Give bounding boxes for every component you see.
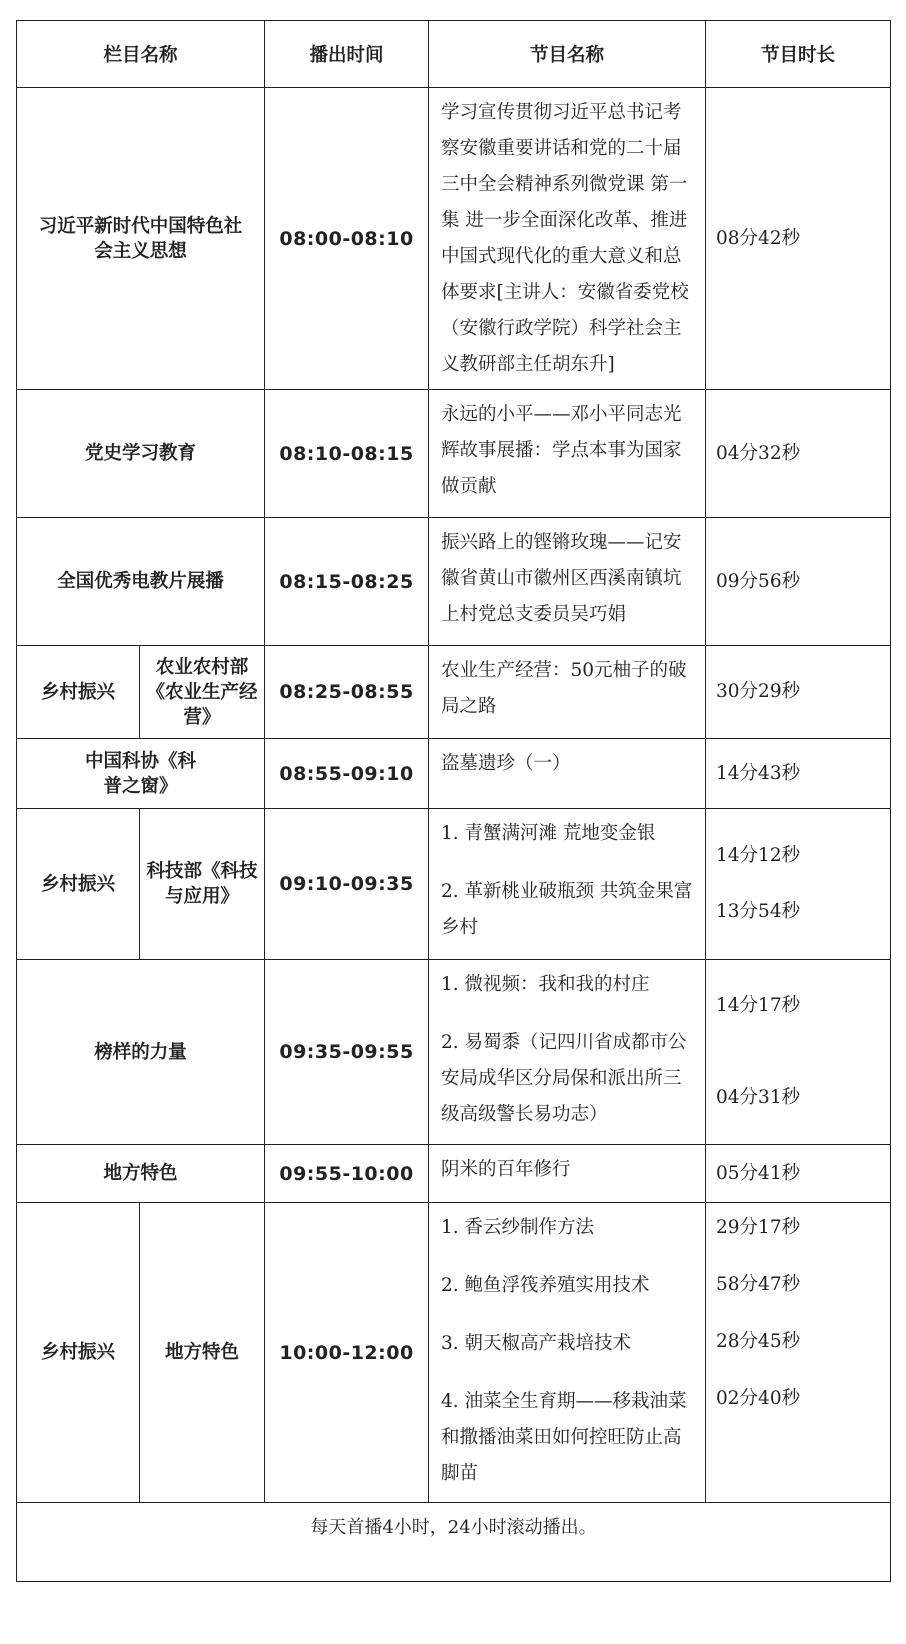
table-row — [17, 390, 891, 518]
duration-value: 13分54秒 — [716, 901, 801, 922]
program-name — [429, 390, 706, 518]
program-name — [429, 809, 706, 960]
table-row — [17, 809, 891, 960]
duration — [706, 960, 891, 1145]
program-item: 盗墓遗珍（一） — [441, 753, 571, 774]
column-name: 中国科协《科普之窗》 — [17, 739, 265, 809]
broadcast-time: 08:15-08:25 — [265, 518, 429, 646]
column-name: 榜样的力量 — [17, 960, 265, 1145]
duration-value: 14分43秒 — [716, 762, 801, 784]
program-item: 3. 朝天椒高产栽培技术 — [441, 1333, 632, 1354]
program-item: 农业生产经营：50元柚子的破局之路 — [441, 660, 687, 717]
sub-column-name: 农业农村部《农业生产经营》 — [140, 646, 265, 739]
column-name: 习近平新时代中国特色社会主义思想 — [17, 88, 265, 390]
duration-value: 08分42秒 — [716, 227, 801, 249]
footer-row — [17, 1503, 891, 1582]
program-name — [429, 1203, 706, 1503]
program-name — [429, 646, 706, 739]
table-row — [17, 1203, 891, 1503]
program-name — [429, 518, 706, 646]
program-item: 1. 青蟹满河滩 荒地变金银 — [441, 823, 656, 844]
header-program-name: 节目名称 — [429, 21, 706, 88]
schedule-document — [16, 20, 890, 1582]
table-row — [17, 960, 891, 1145]
table-row — [17, 518, 891, 646]
duration-value: 14分17秒 — [716, 995, 801, 1016]
header-duration: 节目时长 — [706, 21, 891, 88]
table-row — [17, 739, 891, 809]
broadcast-time: 09:35-09:55 — [265, 960, 429, 1145]
program-name — [429, 88, 706, 390]
header-column-name: 栏目名称 — [17, 21, 265, 88]
duration-value: 02分40秒 — [716, 1388, 801, 1409]
broadcast-time: 09:55-10:00 — [265, 1145, 429, 1203]
program-item: 永远的小平——邓小平同志光辉故事展播：学点本事为国家做贡献 — [441, 404, 682, 497]
program-item: 1. 微视频：我和我的村庄 — [441, 974, 650, 995]
column-name: 乡村振兴 — [17, 646, 140, 739]
schedule-table — [16, 20, 891, 1582]
duration — [706, 809, 891, 960]
program-item: 振兴路上的铿锵玫瑰——记安徽省黄山市徽州区西溪南镇坑上村党总支委员吴巧娟 — [441, 532, 682, 625]
header-row — [17, 21, 891, 88]
duration — [706, 88, 891, 390]
footer-note: 每天首播4小时，24小时滚动播出。 — [17, 1503, 891, 1582]
broadcast-time: 08:10-08:15 — [265, 390, 429, 518]
duration — [706, 1203, 891, 1503]
duration-value: 04分32秒 — [716, 442, 801, 464]
broadcast-time: 09:10-09:35 — [265, 809, 429, 960]
duration-value: 04分31秒 — [716, 1087, 801, 1108]
program-name — [429, 960, 706, 1145]
duration-value: 30分29秒 — [716, 681, 801, 702]
table-row — [17, 646, 891, 739]
duration-value: 09分56秒 — [716, 570, 801, 592]
broadcast-time: 08:25-08:55 — [265, 646, 429, 739]
sub-column-name: 地方特色 — [140, 1203, 265, 1503]
program-item: 2. 易蜀黍（记四川省成都市公安局成华区分局保和派出所三级高级警长易功志） — [441, 1032, 687, 1125]
program-item: 学习宣传贯彻习近平总书记考察安徽重要讲话和党的二十届三中全会精神系列微党课 第一集 进一步全面深化改革、推进中国式现代化的重大意义和总体要求[主讲人：安徽省委党校（安徽行政学院）科学社会主义教研部主任胡东升] — [441, 102, 689, 375]
sub-column-name: 科技部《科技与应用》 — [140, 809, 265, 960]
program-item: 阴米的百年修行 — [441, 1159, 571, 1180]
column-name: 党史学习教育 — [17, 390, 265, 518]
duration — [706, 739, 891, 809]
table-row — [17, 1145, 891, 1203]
program-item: 2. 鲍鱼浮筏养殖实用技术 — [441, 1275, 650, 1296]
duration — [706, 1145, 891, 1203]
duration — [706, 518, 891, 646]
broadcast-time: 10:00-12:00 — [265, 1203, 429, 1503]
column-name: 乡村振兴 — [17, 809, 140, 960]
table-row — [17, 88, 891, 390]
column-name: 地方特色 — [17, 1145, 265, 1203]
duration — [706, 646, 891, 739]
duration-value: 14分12秒 — [716, 845, 801, 866]
program-item: 2. 革新桃业破瓶颈 共筑金果富乡村 — [441, 881, 693, 938]
column-name: 全国优秀电教片展播 — [17, 518, 265, 646]
program-name — [429, 1145, 706, 1203]
duration-value: 28分45秒 — [716, 1331, 801, 1352]
duration-value: 58分47秒 — [716, 1274, 801, 1295]
header-broadcast-time: 播出时间 — [265, 21, 429, 88]
program-name — [429, 739, 706, 809]
duration-value: 29分17秒 — [716, 1217, 801, 1238]
duration — [706, 390, 891, 518]
column-name: 乡村振兴 — [17, 1203, 140, 1503]
program-item: 1. 香云纱制作方法 — [441, 1217, 595, 1238]
broadcast-time: 08:00-08:10 — [265, 88, 429, 390]
program-item: 4. 油菜全生育期——移栽油菜和撒播油菜田如何控旺防止高脚苗 — [441, 1391, 687, 1484]
duration-value: 05分41秒 — [716, 1162, 801, 1184]
broadcast-time: 08:55-09:10 — [265, 739, 429, 809]
